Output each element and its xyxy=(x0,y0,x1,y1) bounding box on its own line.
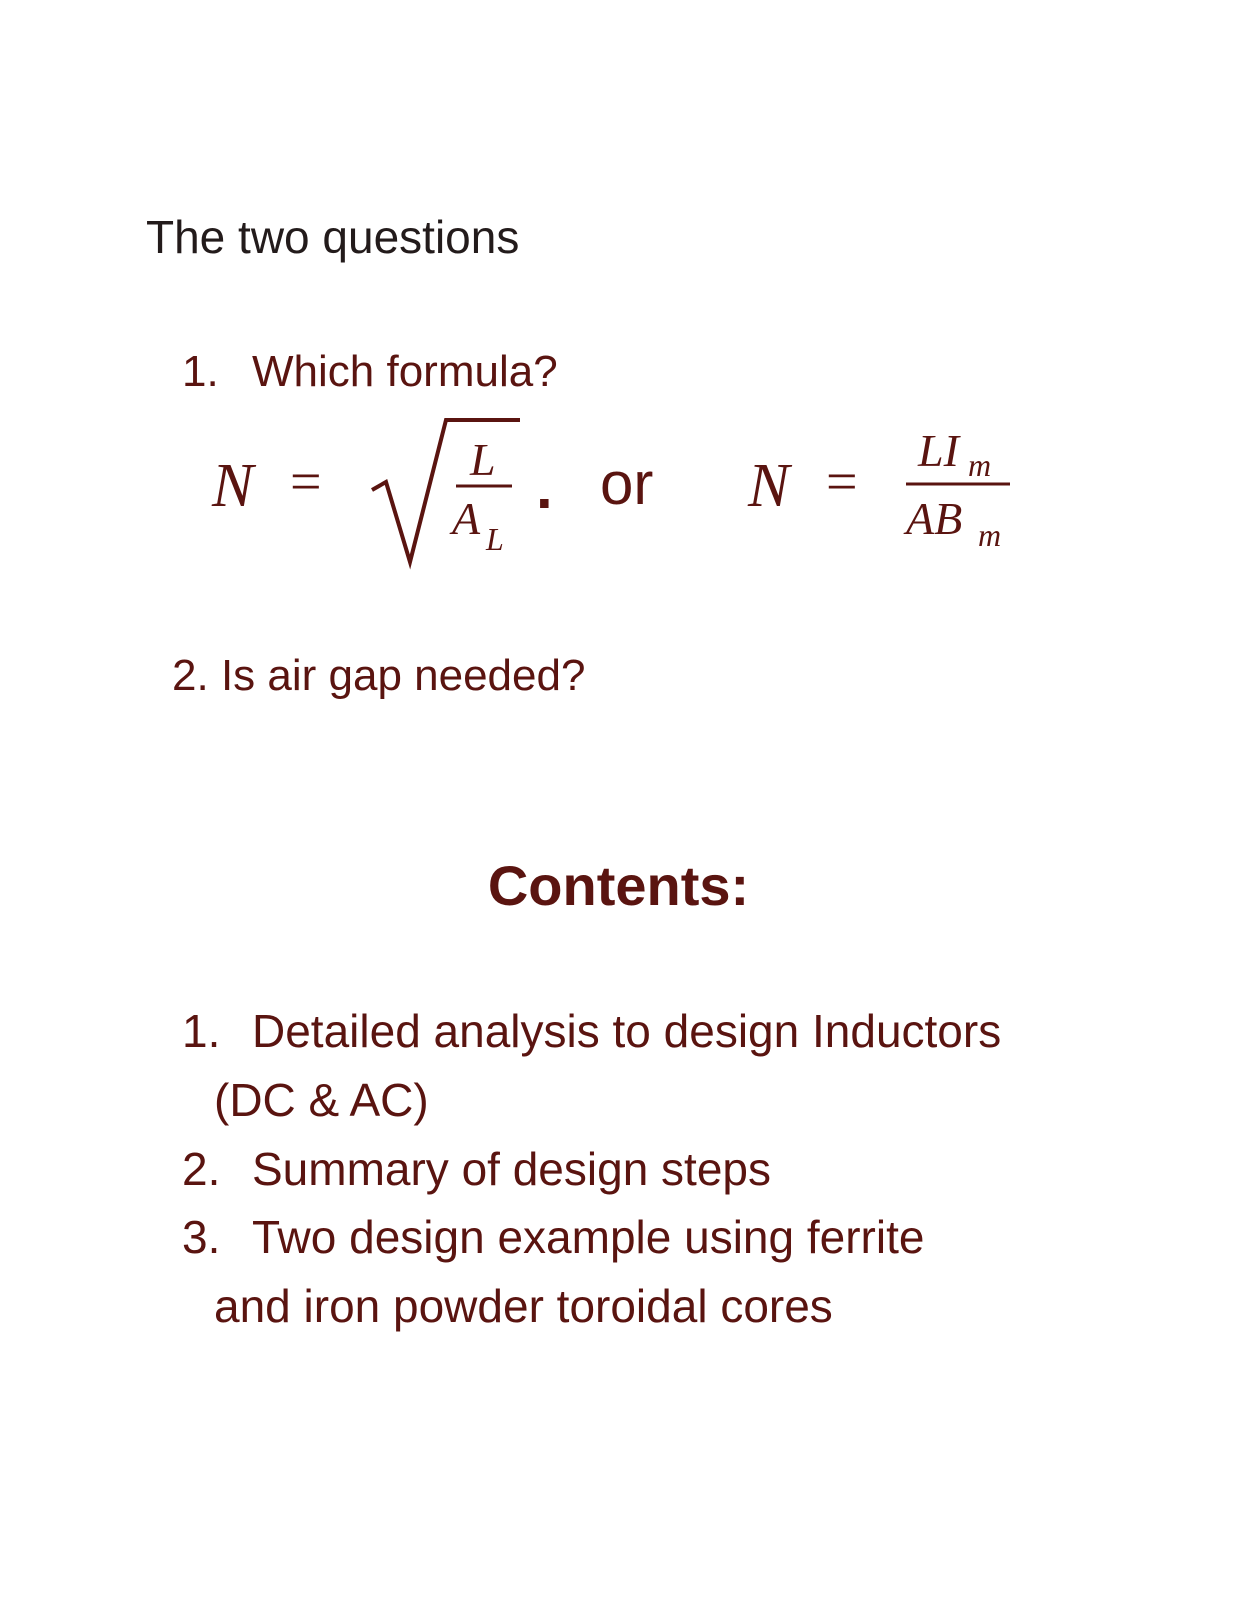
page-heading: The two questions xyxy=(146,211,520,263)
formula-right-equals: = xyxy=(826,451,858,513)
contents-item-1-number: 1. xyxy=(182,1005,221,1057)
contents-item-1-line1: Detailed analysis to design Inductors xyxy=(252,1005,1002,1057)
contents-item-2-number: 2. xyxy=(182,1143,221,1195)
contents-item-3-line1: Two design example using ferrite xyxy=(252,1211,925,1263)
question-2-text: Is air gap needed? xyxy=(220,651,586,700)
formula-left-numerator: L xyxy=(470,434,496,485)
contents-item-1-line2: (DC & AC) xyxy=(214,1074,429,1126)
question-2-number: 2. xyxy=(172,651,209,700)
formula-block xyxy=(0,400,1237,600)
contents-item-2-line1: Summary of design steps xyxy=(252,1143,772,1195)
formula-left-trailing-dot: . xyxy=(536,454,553,521)
question-1-text: Which formula? xyxy=(252,347,558,396)
formula-right-numerator-main: LI xyxy=(918,425,959,476)
formula-right-denominator-main: AB xyxy=(906,493,963,544)
formula-right-denominator-sub: m xyxy=(978,517,1002,553)
formula-right-lhs: N xyxy=(748,452,790,520)
formula-left-denominator-base: A xyxy=(452,493,481,544)
question-2 xyxy=(172,651,586,700)
formula-svg xyxy=(0,400,1237,600)
contents-item-3-line2: and iron powder toroidal cores xyxy=(214,1280,833,1332)
contents-item-3-number: 3. xyxy=(182,1211,221,1263)
formula-left-equals: = xyxy=(290,451,322,513)
question-1-number: 1. xyxy=(182,347,219,396)
contents-title: Contents: xyxy=(487,854,750,917)
formula-left-denominator-sub: L xyxy=(486,521,504,557)
formula-connector: or xyxy=(600,450,654,517)
formula-left-lhs: N xyxy=(212,452,254,520)
formula-right-numerator-sub: m xyxy=(968,447,992,483)
